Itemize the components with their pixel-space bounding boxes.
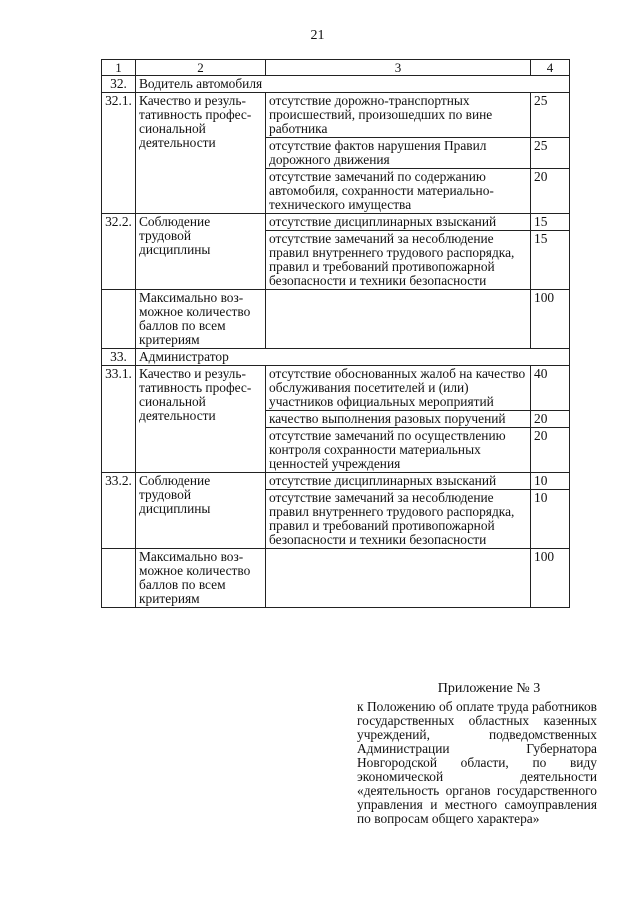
empty-cell <box>102 290 136 349</box>
criterion-cell: Качество и резуль-тативность профес-сиональной деятельности <box>136 93 266 214</box>
indicator-cell: отсутствие замечаний за несоблюдение правил внутреннего трудового распорядка, правил и требований противопожарной безопасности и техники безопасности <box>266 490 531 549</box>
max-score-row <box>102 549 570 608</box>
score-cell: 25 <box>531 93 570 138</box>
criteria-table <box>101 59 570 608</box>
score-cell: 15 <box>531 231 570 290</box>
score-cell: 25 <box>531 138 570 169</box>
group-number: 33.2. <box>102 473 136 549</box>
indicator-cell: отсутствие фактов нарушения Правил дорожного движения <box>266 138 531 169</box>
max-score-cell: 100 <box>531 290 570 349</box>
indicator-cell: отсутствие дисциплинарных взысканий <box>266 473 531 490</box>
indicator-cell: отсутствие дорожно-транспортных происшествий, произошедших по вине работника <box>266 93 531 138</box>
section-row <box>102 76 570 93</box>
empty-cell <box>266 290 531 349</box>
score-cell: 20 <box>531 169 570 214</box>
score-cell: 10 <box>531 473 570 490</box>
score-cell: 20 <box>531 411 570 428</box>
group-number: 32.2. <box>102 214 136 290</box>
indicator-cell: отсутствие замечаний по содержанию автомобиля, сохранности материально-технического имущества <box>266 169 531 214</box>
criterion-cell: Соблюдение трудовой дисциплины <box>136 214 266 290</box>
section-number: 33. <box>102 349 136 366</box>
section-number: 32. <box>102 76 136 93</box>
column-header: 4 <box>531 60 570 76</box>
appendix-block <box>357 682 597 826</box>
column-header: 1 <box>102 60 136 76</box>
table-row <box>102 473 570 490</box>
criterion-cell: Качество и резуль-тативность профес-сиональной деятельности <box>136 366 266 473</box>
max-score-cell: 100 <box>531 549 570 608</box>
max-score-row <box>102 290 570 349</box>
indicator-cell: отсутствие замечаний за несоблюдение правил внутреннего трудового распорядка, правил и требований противопожарной безопасности и техники безопасности <box>266 231 531 290</box>
table-row <box>102 214 570 231</box>
section-row <box>102 349 570 366</box>
group-number: 32.1. <box>102 93 136 214</box>
score-cell: 10 <box>531 490 570 549</box>
score-cell: 20 <box>531 428 570 473</box>
score-cell: 40 <box>531 366 570 411</box>
column-header: 3 <box>266 60 531 76</box>
empty-cell <box>266 549 531 608</box>
table-row <box>102 93 570 138</box>
indicator-cell: отсутствие дисциплинарных взысканий <box>266 214 531 231</box>
score-cell: 15 <box>531 214 570 231</box>
header-row <box>102 60 570 76</box>
column-header: 2 <box>136 60 266 76</box>
indicator-cell: отсутствие замечаний по осуществлению контроля сохранности материальных ценностей учреждения <box>266 428 531 473</box>
section-title: Администратор <box>136 349 570 366</box>
indicator-cell: качество выполнения разовых поручений <box>266 411 531 428</box>
max-label-cell: Максимально воз-можное количество баллов по всем критериям <box>136 549 266 608</box>
indicator-cell: отсутствие обоснованных жалоб на качество обслуживания посетителей и (или) участников официальных мероприятий <box>266 366 531 411</box>
page-number: 21 <box>310 28 325 43</box>
max-label-cell: Максимально воз-можное количество баллов по всем критериям <box>136 290 266 349</box>
empty-cell <box>102 549 136 608</box>
section-title: Водитель автомобиля <box>136 76 570 93</box>
table-row <box>102 366 570 411</box>
appendix-title: Приложение № 3 <box>437 681 541 696</box>
criterion-cell: Соблюдение трудовой дисциплины <box>136 473 266 549</box>
appendix-text: к Положению об оплате труда работников государственных областных казенных учреждений, подведомственных Администрации Губернатора Новгородской области, по виду экономической деятельности «деятельность органов государственного управления и местного самоуправления по вопросам общего характера» <box>357 699 597 826</box>
group-number: 33.1. <box>102 366 136 473</box>
